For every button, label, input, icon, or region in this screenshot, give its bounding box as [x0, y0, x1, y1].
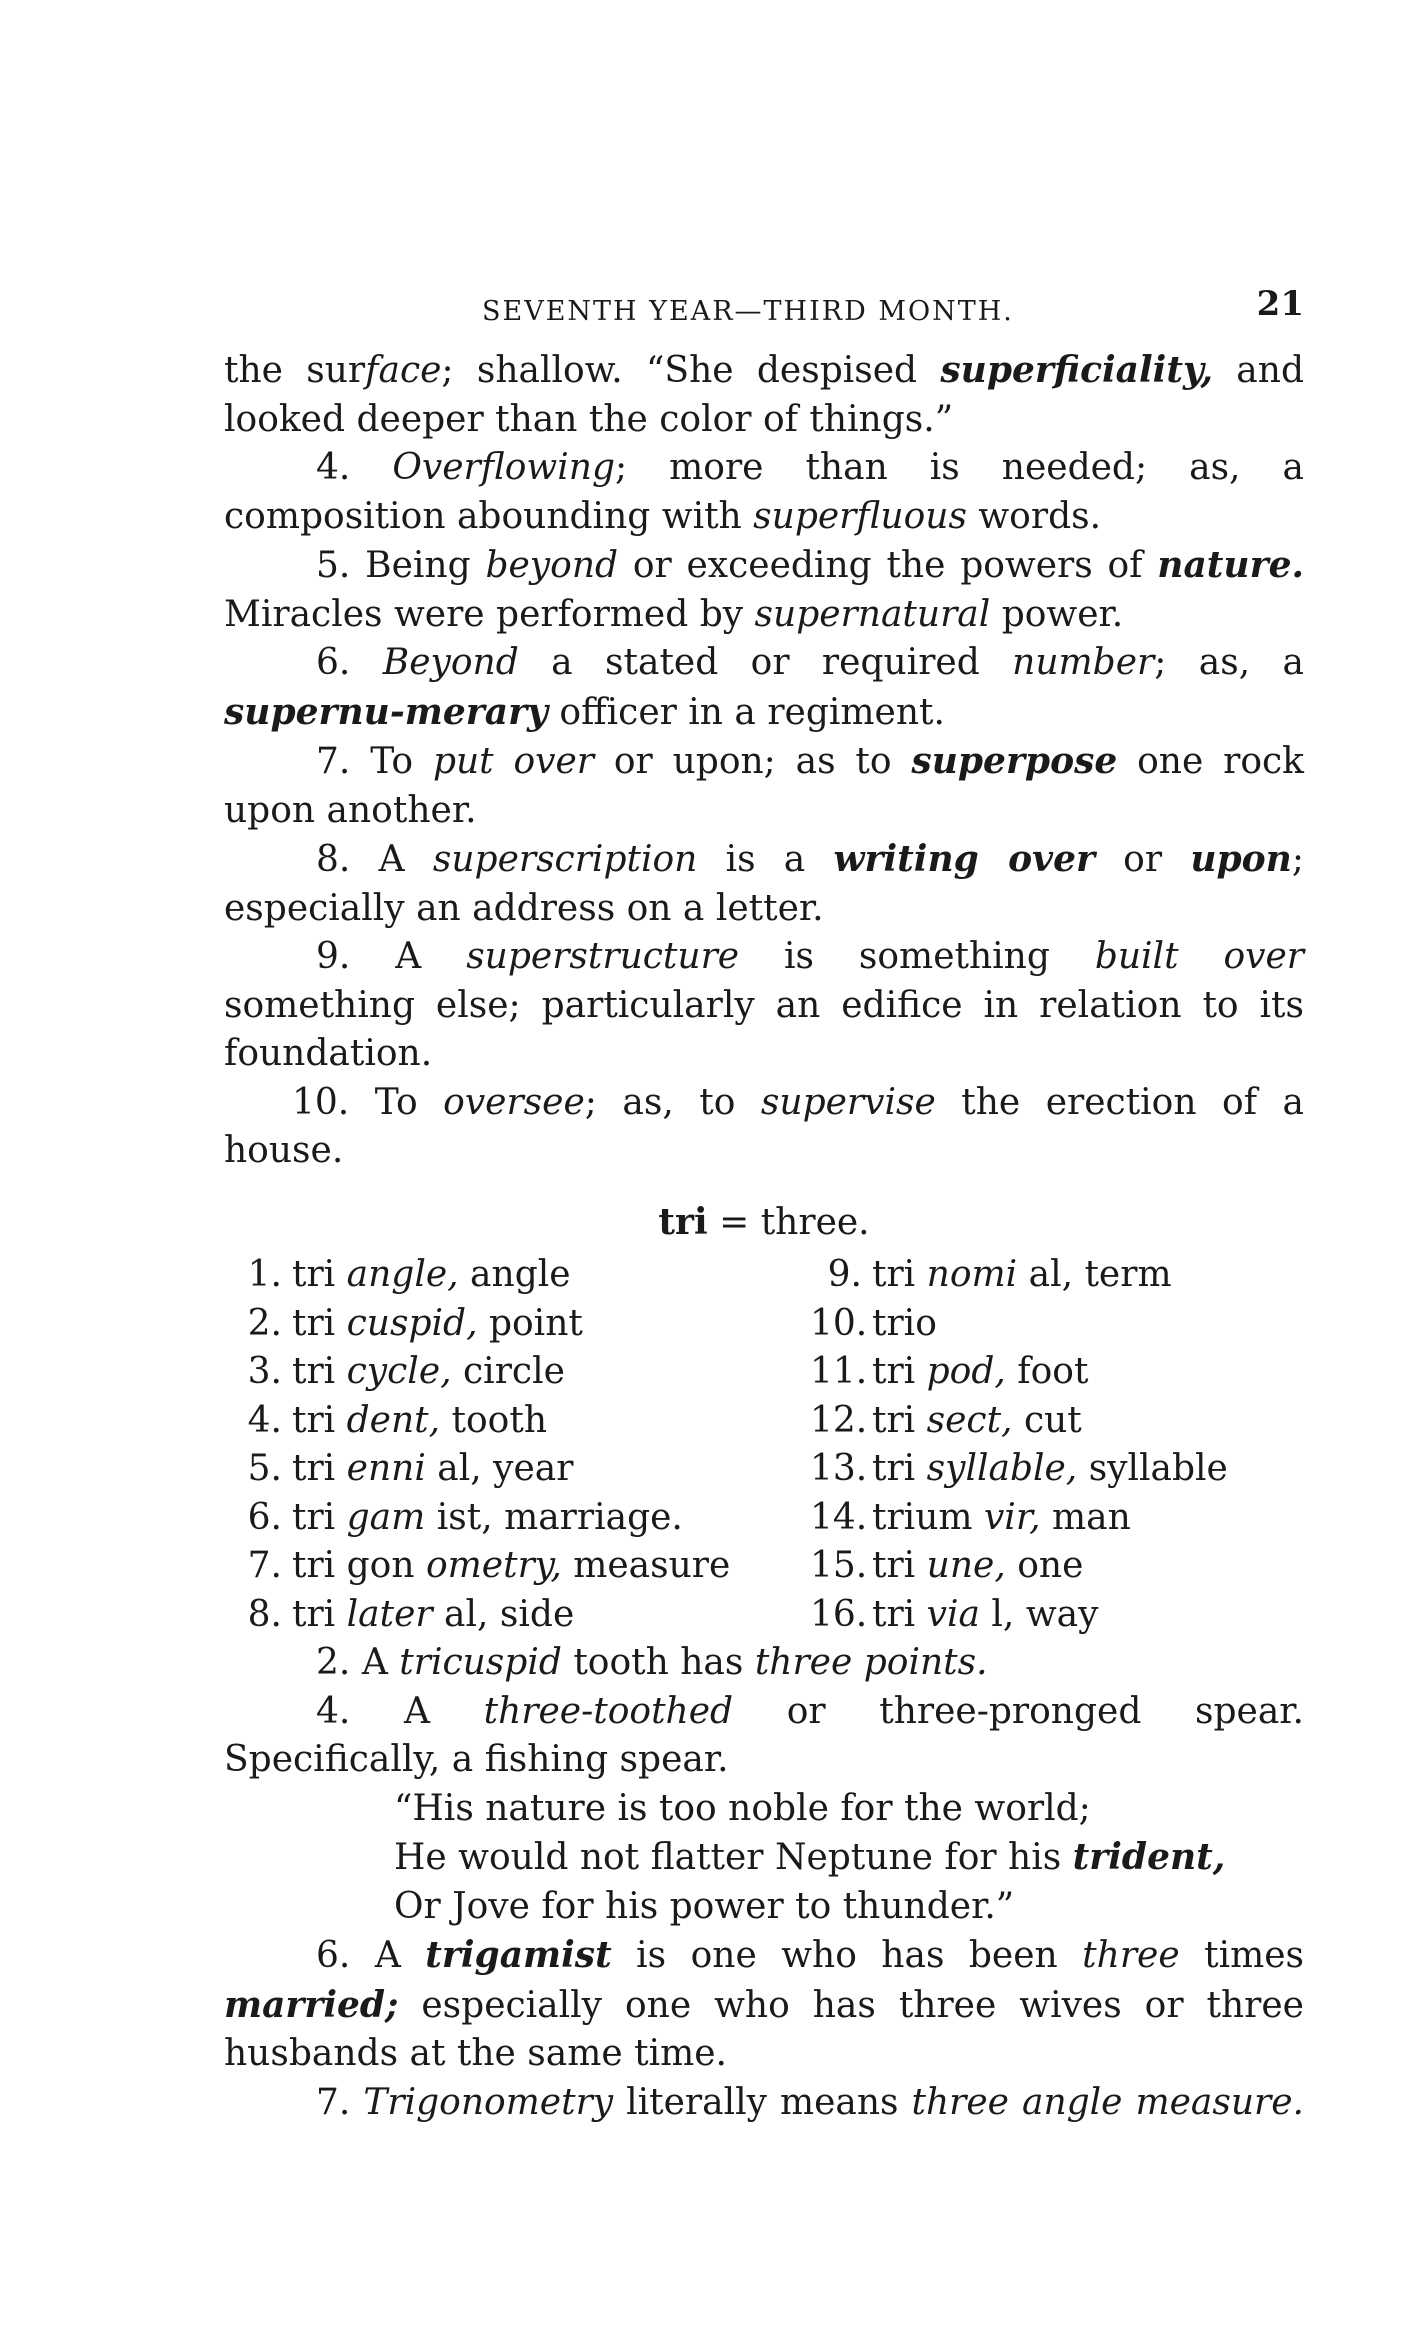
- word-entry: [230, 1494, 810, 1543]
- word-entry-root: enni: [346, 1448, 426, 1489]
- word-entry-meaning: al, year: [425, 1448, 574, 1489]
- word-entry: [230, 1348, 810, 1397]
- verse-line-2: He would not flatter Neptune for his trident,: [394, 1836, 1226, 1878]
- word-entry-prefix: tri: [872, 1399, 927, 1441]
- word-entry-root: later: [346, 1593, 433, 1635]
- word-entry-meaning: circle: [451, 1351, 565, 1392]
- note-7: 7. Trigonometry literally means three angle measure.: [316, 2081, 1304, 2123]
- page-number: 21: [1256, 284, 1304, 324]
- word-entry-root: via: [926, 1593, 980, 1635]
- word-entry-number: 16.: [810, 1593, 868, 1635]
- word-entry-prefix: tri: [872, 1448, 927, 1489]
- word-entry-prefix: tri: [872, 1254, 927, 1295]
- paragraph-item-7: 7. To put over or upon; as to superpose one rock upon another.: [224, 740, 1304, 831]
- paragraph-item-8: 8. A superscription is a writing over or upon; especially an address on a letter.: [224, 838, 1304, 929]
- word-entry-prefix: trium: [872, 1496, 984, 1538]
- running-head: SEVENTH YEAR—THIRD MONTH.: [482, 296, 1014, 327]
- word-column-left: [230, 1251, 810, 1639]
- word-entry-prefix: tri: [292, 1496, 347, 1538]
- word-entry-meaning: tooth: [440, 1399, 548, 1441]
- word-entry-prefix: tri: [292, 1254, 347, 1295]
- tri-notes: [224, 1639, 1304, 2127]
- word-entry: [230, 1591, 810, 1640]
- word-entry-prefix: tri: [292, 1593, 347, 1635]
- word-entry-meaning: al, term: [1017, 1254, 1172, 1295]
- word-entry-meaning: syllable: [1077, 1448, 1228, 1489]
- word-entry: [230, 1397, 810, 1446]
- page-header: [224, 280, 1304, 340]
- word-entry-prefix: tri: [292, 1448, 347, 1489]
- word-entry-number: 6.: [247, 1496, 282, 1538]
- word-entry-number: 5.: [247, 1448, 282, 1489]
- tri-word-table: [230, 1251, 1304, 1639]
- word-entry-root: pod,: [926, 1351, 1006, 1392]
- word-entry-root: gam: [346, 1496, 426, 1538]
- word-entry-number: 8.: [247, 1593, 282, 1635]
- word-entry-number: 10.: [810, 1302, 868, 1344]
- word-entry-meaning: one: [1005, 1545, 1084, 1586]
- paragraph-item-10: 10. To oversee; as, to supervise the erection of a house.: [224, 1081, 1304, 1171]
- word-entry-number: 12.: [810, 1399, 868, 1441]
- paragraph-item-6: 6. Beyond a stated or required number; as, a supernu-merary officer in a regiment.: [224, 642, 1304, 733]
- book-page: [224, 280, 1304, 2127]
- word-entry-root: angle,: [346, 1254, 459, 1295]
- word-entry: [810, 1542, 1304, 1591]
- word-entry: [810, 1445, 1304, 1494]
- word-column-right: [810, 1251, 1304, 1639]
- word-entry-meaning: point: [477, 1302, 583, 1344]
- word-entry-number: 9.: [827, 1254, 862, 1295]
- paragraph-surface: the surface; shallow. “She despised superficiality, and looked deeper than the color of things.”: [224, 349, 1304, 440]
- word-entry: [230, 1251, 810, 1300]
- word-entry-number: 15.: [810, 1545, 868, 1586]
- word-entry-number: 11.: [810, 1351, 868, 1392]
- word-entry-prefix: tri: [872, 1545, 927, 1586]
- word-entry: [230, 1300, 810, 1349]
- word-entry-meaning: cut: [1012, 1399, 1082, 1441]
- word-entry-number: 7.: [247, 1545, 282, 1586]
- paragraph-item-9: 9. A superstructure is something built over something else; particularly an edifice in relation to its foundation.: [224, 936, 1304, 1074]
- word-entry: [810, 1591, 1304, 1640]
- word-entry: [230, 1542, 810, 1591]
- word-entry-root: sect,: [926, 1399, 1013, 1441]
- word-entry-meaning: angle: [458, 1254, 571, 1295]
- word-entry-root: cycle,: [346, 1351, 452, 1392]
- word-entry-prefix: tri: [872, 1351, 927, 1392]
- word-entry-number: 4.: [247, 1399, 282, 1441]
- word-entry-prefix: trio: [872, 1302, 937, 1344]
- word-entry: [810, 1494, 1304, 1543]
- word-entry: [230, 1445, 810, 1494]
- note-4: 4. A three-toothed or three-pronged spear. Specifically, a fishing spear.: [224, 1690, 1304, 1780]
- word-entry-number: 14.: [810, 1496, 868, 1538]
- word-entry-prefix: tri: [292, 1302, 347, 1344]
- word-entry-root: ometry,: [425, 1545, 562, 1586]
- word-entry-meaning: al, side: [432, 1593, 575, 1635]
- word-entry-number: 3.: [247, 1351, 282, 1392]
- word-entry-number: 2.: [247, 1302, 282, 1344]
- tri-section-title: tri = three.: [658, 1200, 870, 1243]
- word-entry: [810, 1348, 1304, 1397]
- word-entry-number: 13.: [810, 1448, 868, 1489]
- word-entry-root: une,: [926, 1545, 1006, 1586]
- note-6: 6. A trigamist is one who has been three times married; especially one who has three wives or three husbands at the same time.: [224, 1934, 1304, 2074]
- word-entry-meaning: foot: [1005, 1351, 1089, 1392]
- word-entry-meaning: measure: [561, 1545, 731, 1586]
- word-entry-number: 1.: [247, 1254, 282, 1295]
- paragraph-item-5: 5. Being beyond or exceeding the powers of nature. Miracles were performed by supernatural power.: [224, 544, 1305, 635]
- paragraph-item-4: 4. Overflowing; more than is needed; as, a composition abounding with superfluous words.: [224, 447, 1304, 537]
- word-entry-prefix: tri: [292, 1399, 347, 1441]
- word-entry-root: vir,: [983, 1496, 1041, 1538]
- note-2: 2. A tricuspid tooth has three points.: [316, 1642, 988, 1683]
- word-entry-prefix: tri gon: [292, 1545, 426, 1586]
- word-entry-root: cuspid,: [346, 1302, 478, 1344]
- word-entry-meaning: l, way: [979, 1593, 1099, 1635]
- word-entry: [810, 1251, 1304, 1300]
- super-section: [224, 346, 1304, 1176]
- word-entry-meaning: ist, marriage.: [425, 1496, 683, 1538]
- word-entry-prefix: tri: [292, 1351, 347, 1392]
- verse-line-3: Or Jove for his power to thunder.”: [394, 1885, 1015, 1927]
- word-entry-root: nomi: [926, 1254, 1018, 1295]
- verse-quote: [394, 1785, 1304, 1932]
- verse-line-1: “His nature is too noble for the world;: [394, 1787, 1091, 1829]
- word-entry-meaning: man: [1040, 1496, 1131, 1538]
- word-entry: [810, 1397, 1304, 1446]
- word-entry-root: syllable,: [926, 1448, 1078, 1489]
- word-entry: [810, 1300, 1304, 1349]
- word-entry-prefix: tri: [872, 1593, 927, 1635]
- word-entry-root: dent,: [346, 1399, 441, 1441]
